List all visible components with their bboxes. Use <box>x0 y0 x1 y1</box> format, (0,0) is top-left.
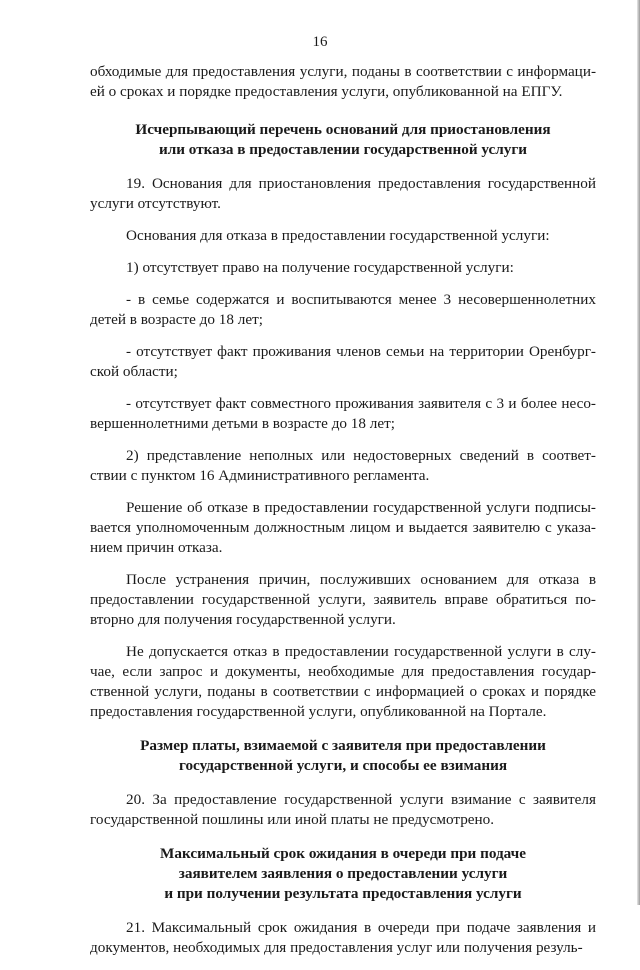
section-title-grounds <box>90 120 596 160</box>
section-title-line: Максимальный срок ожидания в очереди при подаче <box>160 845 526 862</box>
paragraph-19: 19. Основания для приостановления предоставления государственной услуги отсутствуют. <box>90 175 596 212</box>
document-body <box>90 62 596 970</box>
refusal-intro: Основания для отказа в предоставлении государственной услуги: <box>126 227 550 244</box>
section-title-line: государственной услуги, и способы ее взимания <box>178 757 508 774</box>
paragraph-21: 21. Максимальный срок ожидания в очереди при подаче заявления и документов, необходимых для предоставления услуг или получения резуль- <box>90 919 596 956</box>
section-title-line: Исчерпывающий перечень оснований для приостановления <box>135 121 551 138</box>
reapply-paragraph: После устранения причин, послуживших основанием для отказа в предоставлении государственной услуги, заявитель вправе обратиться по-вторно для получения государственной услуги. <box>90 571 596 628</box>
paragraph-20: 20. За предоставление государственной услуги взимание с заявителя государственной пошлины или иной платы не предусмотрено. <box>90 791 596 828</box>
section-title-line: и при получении результата предоставления услуги <box>164 885 522 902</box>
section-title-queue <box>90 844 596 904</box>
section-title-line: Размер платы, взимаемой с заявителя при предоставлении <box>140 737 546 754</box>
page-number: 16 <box>312 34 328 50</box>
decision-paragraph: Решение об отказе в предоставлении государственной услуги подписы-вается уполномоченным должностным лицом и выдается заявителю с указа-нием причин отказа. <box>90 499 596 556</box>
dash-item: - в семье содержатся и воспитываются менее 3 несовершеннолетних детей в возрасте до 18 лет; <box>90 291 596 328</box>
section-title-line: заявителем заявления о предоставлении услуги <box>178 865 508 882</box>
list-item-2: 2) представление неполных или недостоверных сведений в соответ-ствии с пунктом 16 Административного регламента. <box>90 447 596 484</box>
dash-item: - отсутствует факт проживания членов семьи на территории Оренбург-ской области; <box>90 343 596 380</box>
section-title-line: или отказа в предоставлении государственной услуги <box>158 141 527 158</box>
list-item-1: 1) отсутствует право на получение государственной услуги: <box>126 259 514 276</box>
section-title-fee <box>90 736 596 776</box>
dash-item: - отсутствует факт совместного проживания заявителя с 3 и более несо-вершеннолетними детьми в возрасте до 18 лет; <box>90 395 596 432</box>
intro-paragraph: обходимые для предоставления услуги, поданы в соответствии с информаци-ей о сроках и порядке предоставления услуги, опубликованной на ЕПГУ. <box>90 63 596 100</box>
not-allowed-paragraph: Не допускается отказ в предоставлении государственной услуги в слу-чае, если запрос и документы, необходимые для предоставления государ-ственной услуги, поданы в соответствии с информацией о сроках и порядке предоставления государственной услуги, опубликованной на Портале. <box>90 643 596 720</box>
